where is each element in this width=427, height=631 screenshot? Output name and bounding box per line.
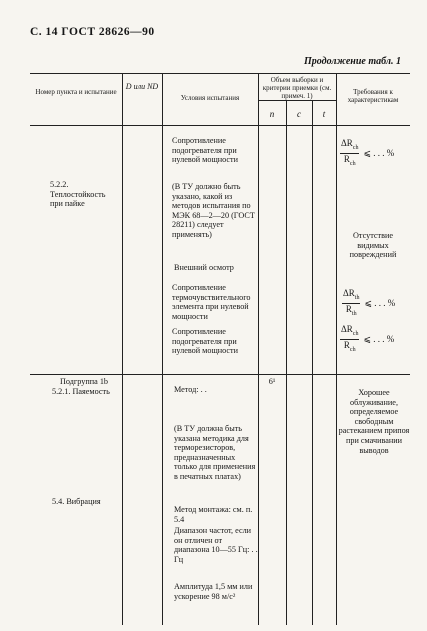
col-header-item: Номер пункта и испытание bbox=[35, 88, 117, 96]
r6-condition: Метод: . . bbox=[174, 385, 207, 394]
col-header-conditions: Условия испытания bbox=[180, 94, 240, 102]
r9-condition: Диапазон частот, если он отличен от диапазона 10—55 Гц: . . Гц bbox=[174, 526, 258, 564]
table-header-rule bbox=[30, 125, 410, 126]
sample-subheader-rule bbox=[258, 100, 336, 101]
table-continuation-label: Продолжение табл. 1 bbox=[303, 56, 401, 67]
r7-condition: (В ТУ должна быть указана методика для терморезисторов, предназначенных только для применения в печатных платах) bbox=[174, 424, 256, 481]
r4-requirement: $\frac{\Delta R_{th}}{R_{th}}$ ⩽ . . . % bbox=[343, 288, 396, 317]
col-header-requirements: Требования к характеристикам bbox=[347, 88, 399, 104]
divider-5 bbox=[312, 100, 313, 625]
r3-condition: Внешний осмотр bbox=[174, 263, 234, 272]
r5-requirement: $\frac{\Delta R_{ch}}{R_{ch}}$ ⩽ . . . % bbox=[341, 324, 395, 353]
page-header: С. 14 ГОСТ 28626—90 bbox=[30, 26, 155, 38]
col-header-t: t bbox=[322, 109, 326, 119]
r4-condition: Сопротивление термочувствительного элемента при нулевой мощности bbox=[172, 283, 251, 321]
r5-condition: Сопротивление подогревателя при нулевой мощности bbox=[172, 327, 239, 356]
r3-requirement: Отсутствие видимых повреждений bbox=[349, 231, 397, 260]
divider-1 bbox=[122, 73, 123, 625]
r2-item: 5.2.2. Теплостойкость при пайке bbox=[50, 180, 106, 209]
divider-2 bbox=[162, 73, 163, 625]
divider-4 bbox=[286, 100, 287, 625]
r8-item: 5.4. Вибрация bbox=[52, 497, 101, 506]
table-top-rule bbox=[30, 73, 410, 74]
r10-condition: Амплитуда 1,5 мм или ускорение 98 м/с² bbox=[174, 582, 253, 601]
r8-condition: Метод монтажа: см. п. 5.4 bbox=[174, 505, 253, 524]
r2-condition: (В ТУ должно быть указано, какой из методов испытания по МЭК 68—2—20 (ГОСТ 28211) следует применять) bbox=[172, 182, 255, 239]
r6-n: 6¹ bbox=[268, 377, 276, 386]
group-rule bbox=[30, 374, 410, 375]
col-header-sample: Объем выборки и критерии приемки (см. примеч. 1) bbox=[262, 76, 332, 100]
col-header-d-nd: D или ND bbox=[125, 82, 159, 91]
r6-item: 5.2.1. Паяемость bbox=[52, 387, 110, 396]
col-header-n: n bbox=[269, 109, 275, 119]
r6-requirement: Хорошее облуживание, определяемое свободным растеканием припоя при смачивании выводов bbox=[338, 388, 410, 455]
col-header-c: c bbox=[297, 109, 301, 119]
divider-3 bbox=[258, 73, 259, 625]
r6-item-group: Подгруппа 1b bbox=[60, 377, 109, 386]
divider-6 bbox=[336, 73, 337, 625]
r1-requirement: $\frac{\Delta R_{ch}}{R_{ch}}$ ⩽ . . . % bbox=[341, 138, 395, 167]
r1-condition: Сопротивление подогревателя при нулевой мощности bbox=[172, 136, 239, 165]
